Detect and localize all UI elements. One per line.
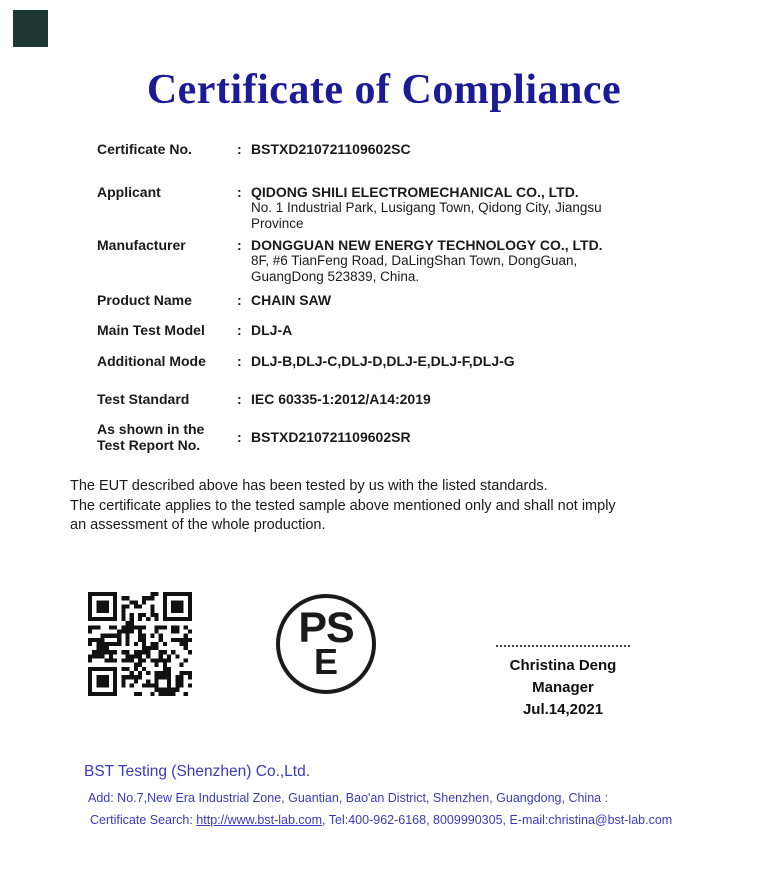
field-label: Product Name <box>97 292 192 308</box>
field-label: Main Test Model <box>97 322 205 338</box>
signatory-title: Manager <box>532 679 594 696</box>
field-value: DLJ-B,DLJ-C,DLJ-D,DLJ-E,DLJ-F,DLJ-G <box>251 353 515 369</box>
field-value: BSTXD210721109602SC <box>251 141 411 157</box>
statement-paragraph <box>70 477 710 536</box>
field-colon: : <box>237 429 242 445</box>
footer-address: Add: No.7,New Era Industrial Zone, Guantian, Bao'an District, Shenzhen, Guangdong, China : <box>88 791 609 805</box>
field-row-certificate-no <box>97 141 677 157</box>
field-colon: : <box>237 184 242 200</box>
field-row-test-standard <box>97 391 677 407</box>
field-value <box>251 184 677 232</box>
field-label <box>97 421 237 453</box>
field-value: DLJ-A <box>251 322 293 338</box>
field-colon: : <box>237 141 242 157</box>
field-label: Applicant <box>97 184 161 200</box>
manufacturer-address-line1: 8F, #6 TianFeng Road, DaLingShan Town, DongGuan, <box>251 253 578 268</box>
field-row-manufacturer <box>97 237 677 285</box>
pse-mark-ps: PS <box>298 604 354 652</box>
field-row-main-test-model <box>97 322 677 338</box>
field-value: IEC 60335-1:2012/A14:2019 <box>251 391 431 407</box>
manufacturer-name: DONGGUAN NEW ENERGY TECHNOLOGY CO., LTD. <box>251 237 603 253</box>
field-label: Test Standard <box>97 391 190 407</box>
field-value <box>251 237 677 285</box>
field-label: Certificate No. <box>97 141 192 157</box>
field-row-test-report-no <box>97 421 677 453</box>
signature-dotted-line <box>496 645 630 647</box>
field-label-line2: Test Report No. <box>97 437 201 453</box>
manufacturer-address-line2: GuangDong 523839, China. <box>251 269 420 284</box>
field-colon: : <box>237 322 242 338</box>
applicant-address-line1: No. 1 Industrial Park, Lusigang Town, Qidong City, Jiangsu <box>251 200 602 215</box>
signature-block <box>472 645 654 721</box>
signature-date: Jul.14,2021 <box>522 701 604 718</box>
statement-line1: The EUT described above has been tested by us with the listed standards. <box>70 478 548 494</box>
field-row-applicant <box>97 184 677 232</box>
field-label: Additional Mode <box>97 353 206 369</box>
qr-code <box>88 592 192 696</box>
footer-search-label: Certificate Search: <box>90 813 197 827</box>
signatory-name: Christina Deng <box>509 657 617 674</box>
footer-company-name: BST Testing (Shenzhen) Co.,Ltd. <box>84 763 311 780</box>
statement-line2: The certificate applies to the tested sample above mentioned only and shall not imply <box>70 497 616 514</box>
field-colon: : <box>237 237 242 253</box>
field-colon: : <box>237 353 242 369</box>
statement-line3: an assessment of the whole production. <box>70 517 326 533</box>
pse-mark-icon <box>276 594 376 694</box>
corner-mark <box>13 10 48 47</box>
field-colon: : <box>237 391 242 407</box>
certificate-title: Certificate of Compliance <box>146 67 622 113</box>
footer-contact-info: , Tel:400-962-6168, 8009990305, E-mail:christina@bst-lab.com <box>322 813 673 827</box>
field-label: Manufacturer <box>97 237 186 253</box>
field-row-additional-mode <box>97 353 677 369</box>
field-value: BSTXD210721109602SR <box>251 429 411 445</box>
field-row-product-name <box>97 292 677 308</box>
footer-search-line <box>90 813 672 827</box>
applicant-name: QIDONG SHILI ELECTROMECHANICAL CO., LTD. <box>251 184 579 200</box>
footer-website-link[interactable]: http://www.bst-lab.com <box>196 813 323 827</box>
field-label-line1: As shown in the <box>97 421 205 437</box>
applicant-address-line2: Province <box>251 216 304 231</box>
field-value: CHAIN SAW <box>251 292 332 308</box>
pse-mark-e: E <box>313 641 338 682</box>
field-colon: : <box>237 292 242 308</box>
